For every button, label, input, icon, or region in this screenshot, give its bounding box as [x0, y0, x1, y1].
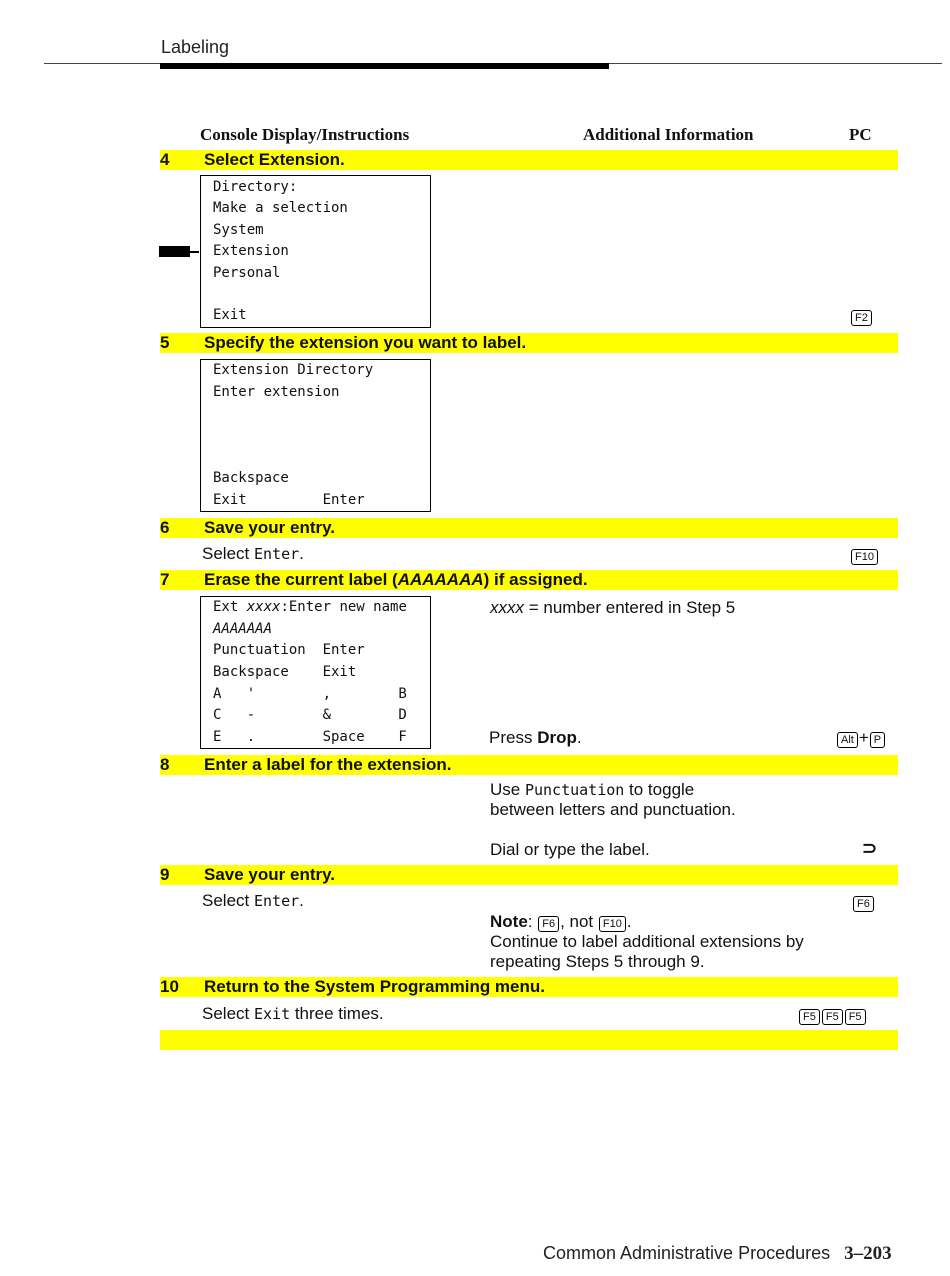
step-title: Specify the extension you want to label.: [204, 333, 527, 352]
screen-line: Make a selection: [213, 200, 348, 216]
step-title: Save your entry.: [204, 518, 336, 537]
step-title-label: AAAAAAA: [397, 570, 484, 589]
screen-current-label: AAAAAAA: [213, 621, 273, 637]
screen-line: Extension Directory: [213, 362, 374, 378]
step-9-band: [160, 865, 898, 885]
note-label: Note: [490, 912, 528, 931]
info-step8-between: between letters and punctuation.: [490, 800, 736, 819]
note-step9: [490, 912, 632, 932]
screen-option-personal[interactable]: Personal: [213, 265, 281, 281]
screen-char-row[interactable]: C - & D: [213, 707, 407, 723]
key-f5: F5: [822, 1009, 843, 1025]
step-title: Save your entry.: [204, 865, 336, 884]
screen-text: :Enter new name: [280, 599, 407, 615]
pc-keys-step6: [850, 545, 879, 565]
drop-button-label: Drop: [537, 728, 577, 747]
step-number: 7: [160, 570, 170, 589]
info-text: Press: [489, 728, 538, 747]
note-text: , not: [560, 912, 598, 931]
info-text: to toggle: [624, 780, 695, 799]
page-header-title: Labeling: [161, 37, 230, 57]
screen-option-system[interactable]: System: [213, 222, 264, 238]
info-continue-2: repeating Steps 5 through 9.: [490, 952, 705, 971]
key-f2: F2: [851, 310, 872, 326]
option-punctuation: Punctuation: [524, 781, 625, 799]
key-p: P: [870, 732, 885, 748]
screen-line: [213, 597, 407, 618]
selection-pointer-icon: [159, 246, 190, 257]
key-f5: F5: [799, 1009, 820, 1025]
screen-option-backspace[interactable]: Backspace: [213, 470, 289, 486]
info-text: = number entered in Step 5: [524, 598, 736, 617]
step-number: 5: [160, 333, 170, 352]
instruction-step10: [202, 1004, 384, 1024]
key-f5: F5: [845, 1009, 866, 1025]
info-text: Use: [490, 780, 525, 799]
key-f10: F10: [851, 549, 878, 565]
step-title-part: ) if assigned.: [483, 570, 588, 589]
info-step7: [490, 598, 735, 618]
step-number: 10: [160, 977, 179, 996]
instruction-period: .: [299, 544, 304, 563]
pc-keys-step9: [852, 892, 875, 912]
step-title: Return to the System Programming menu.: [204, 977, 545, 996]
step-4-band: [160, 150, 898, 170]
selection-pointer-line: [190, 251, 199, 253]
screen-char-row[interactable]: E . Space F: [213, 729, 407, 745]
page-footer: [543, 1243, 892, 1265]
footer-title: Common Administrative Procedures: [543, 1243, 831, 1263]
step-10-band: [160, 977, 898, 997]
option-enter: Enter: [253, 545, 300, 563]
step-number: 9: [160, 865, 170, 884]
step-number: 6: [160, 518, 170, 537]
screen-variable: xxxx: [246, 599, 281, 615]
info-variable: xxxx: [490, 598, 524, 617]
step-7-band: [160, 570, 898, 590]
key-alt: Alt: [837, 732, 858, 748]
instruction-text: Select: [202, 891, 254, 910]
column-header-pc: PC: [849, 125, 872, 144]
key-f6: F6: [538, 916, 559, 932]
option-enter: Enter: [253, 892, 300, 910]
step-title: Select Extension.: [204, 150, 345, 169]
step-title-part: Erase the current label (: [204, 570, 398, 589]
screen-option-backspace-exit[interactable]: Backspace Exit: [213, 664, 357, 680]
step-title: Enter a label for the extension.: [204, 755, 452, 774]
step-6-band: [160, 518, 898, 538]
page-number: 3–203: [844, 1243, 892, 1264]
screen-option-punctuation-enter[interactable]: Punctuation Enter: [213, 642, 365, 658]
note-period: .: [626, 912, 632, 931]
instruction-step9: [202, 891, 304, 911]
screen-option-exit-enter[interactable]: Exit Enter: [213, 492, 365, 508]
screen-line: Directory:: [213, 179, 298, 195]
pc-keys-step4: [850, 306, 873, 326]
instruction-period: .: [299, 891, 304, 910]
header-bar: [160, 63, 609, 69]
screen-char-row[interactable]: A ' , B: [213, 686, 407, 702]
step-number: 4: [160, 150, 170, 169]
instruction-step6: [202, 544, 304, 564]
instruction-text: three times.: [290, 1004, 384, 1023]
info-continue-1: Continue to label additional extensions by: [490, 932, 804, 951]
console-screen-extension-directory: [200, 359, 431, 512]
column-header-console: Console Display/Instructions: [200, 125, 410, 144]
console-screen-directory: [200, 175, 431, 328]
screen-line: Enter extension: [213, 384, 340, 400]
screen-option-exit[interactable]: Exit: [213, 307, 247, 323]
step-title: [204, 570, 588, 590]
instruction-text: Select: [202, 1004, 254, 1023]
info-step8-punctuation: [490, 780, 694, 800]
key-f10: F10: [599, 916, 626, 932]
pc-keys-step7: [836, 728, 886, 748]
screen-option-extension[interactable]: Extension: [213, 243, 289, 259]
column-header-info: Additional Information: [583, 125, 754, 144]
console-screen-enter-name: [200, 596, 431, 749]
step-5-band: [160, 333, 898, 353]
info-step8-dial: Dial or type the label.: [490, 840, 650, 859]
step-number: 8: [160, 755, 170, 774]
screen-text: Ext: [213, 599, 247, 615]
closing-band: [160, 1030, 898, 1050]
info-period: .: [576, 728, 582, 747]
key-f6: F6: [853, 896, 874, 912]
pc-keys-step10: [798, 1005, 867, 1025]
key-plus: +: [858, 728, 869, 747]
instruction-text: Select: [202, 544, 254, 563]
dial-icon: ⊃: [862, 838, 878, 858]
info-press-drop: [489, 728, 582, 748]
note-text: :: [527, 912, 538, 931]
option-exit: Exit: [253, 1005, 291, 1023]
step-8-band: [160, 755, 898, 775]
